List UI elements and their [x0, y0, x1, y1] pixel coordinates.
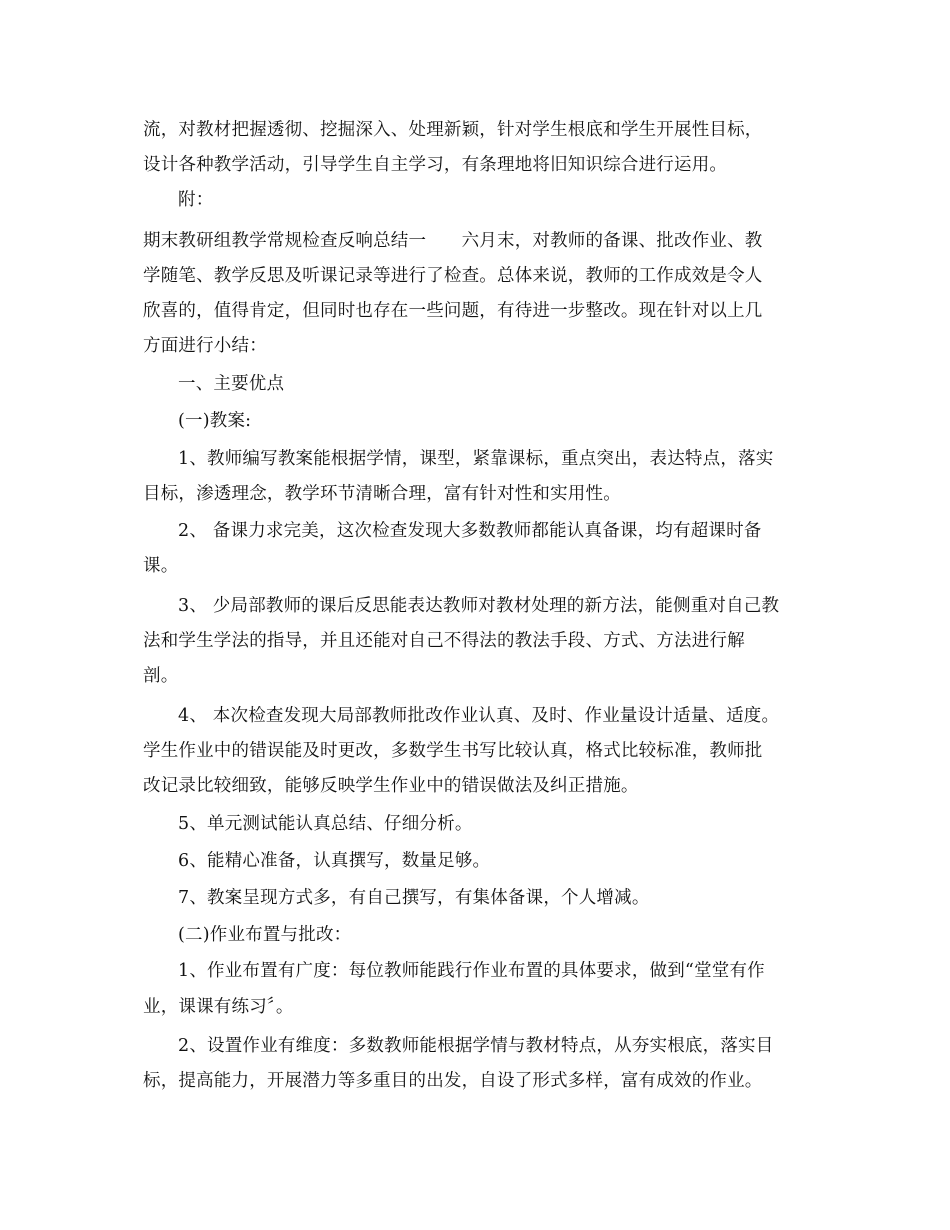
text-line-14: 3、 少局部教师的课后反思能表达教师对教材处理的新方法，能侧重对自己教 — [178, 596, 780, 616]
text-line-16: 剖。 — [143, 666, 179, 686]
text-line-15: 法和学生学法的指导，并且还能对自己不得法的教法手段、方式、方法进行解 — [143, 631, 745, 651]
text-line-25: 业，课课有练习〞。 — [143, 997, 294, 1017]
text-line-19: 改记录比较细致，能够反映学生作业中的错误做法及纠正措施。 — [143, 776, 639, 796]
text-line-1: 流，对教材把握透彻、挖掘深入、处理新颖，针对学生根底和学生开展性目标， — [143, 120, 763, 140]
subsection-heading-lesson-plans: (一)教案: — [178, 411, 252, 431]
text-line-17: 4、 本次检查发现大局部教师批改作业认真、及时、作业量设计适量、适度。 — [178, 706, 780, 726]
text-line-4: 期末教研组教学常规检查反响总结一 六月末，对教师的备课、批改作业、教 — [143, 231, 763, 251]
text-line-18: 学生作业中的错误能及时更改，多数学生书写比较认真，格式比较标准，教师批 — [143, 741, 763, 761]
text-line-7: 方面进行小结： — [143, 336, 267, 356]
text-line-27: 标，提高能力，开展潜力等多重目的出发，自设了形式多样，富有成效的作业。 — [143, 1071, 763, 1091]
text-line-10: 1、教师编写教案能根据学情，课型，紧靠课标，重点突出，表达特点，落实 — [178, 449, 774, 469]
text-line-20: 5、单元测试能认真总结、仔细分析。 — [178, 814, 473, 834]
text-line-22: 7、教案呈现方式多，有自己撰写，有集体备课，个人增减。 — [178, 888, 650, 908]
text-line-24: 1、作业布置有广度：每位教师能践行作业布置的具体要求，做到“堂堂有作 — [178, 961, 765, 981]
section-heading-main-advantages: 一、主要优点 — [178, 374, 285, 394]
text-line-2: 设计各种教学活动，引导学生自主学习，有条理地将旧知识综合进行运用。 — [143, 155, 728, 175]
text-line-6: 欣喜的，值得肯定，但同时也存在一些问题，有待进一步整改。现在针对以上几 — [143, 301, 763, 321]
subsection-heading-homework: (二)作业布置与批改： — [178, 925, 352, 945]
text-line-13: 课。 — [143, 556, 179, 576]
text-line-21: 6、能精心准备，认真撰写，数量足够。 — [178, 851, 491, 871]
appendix-label: 附： — [178, 190, 214, 210]
text-line-11: 目标，渗透理念，教学环节清晰合理，富有针对性和实用性。 — [143, 484, 621, 504]
text-line-12: 2、 备课力求完美，这次检查发现大多数教师都能认真备课，均有超课时备 — [178, 521, 762, 541]
text-line-5: 学随笔、教学反思及听课记录等进行了检查。总体来说，教师的工作成效是令人 — [143, 266, 763, 286]
text-line-26: 2、设置作业有维度：多数教师能根据学情与教材特点，从夯实根底，落实目 — [178, 1036, 774, 1056]
